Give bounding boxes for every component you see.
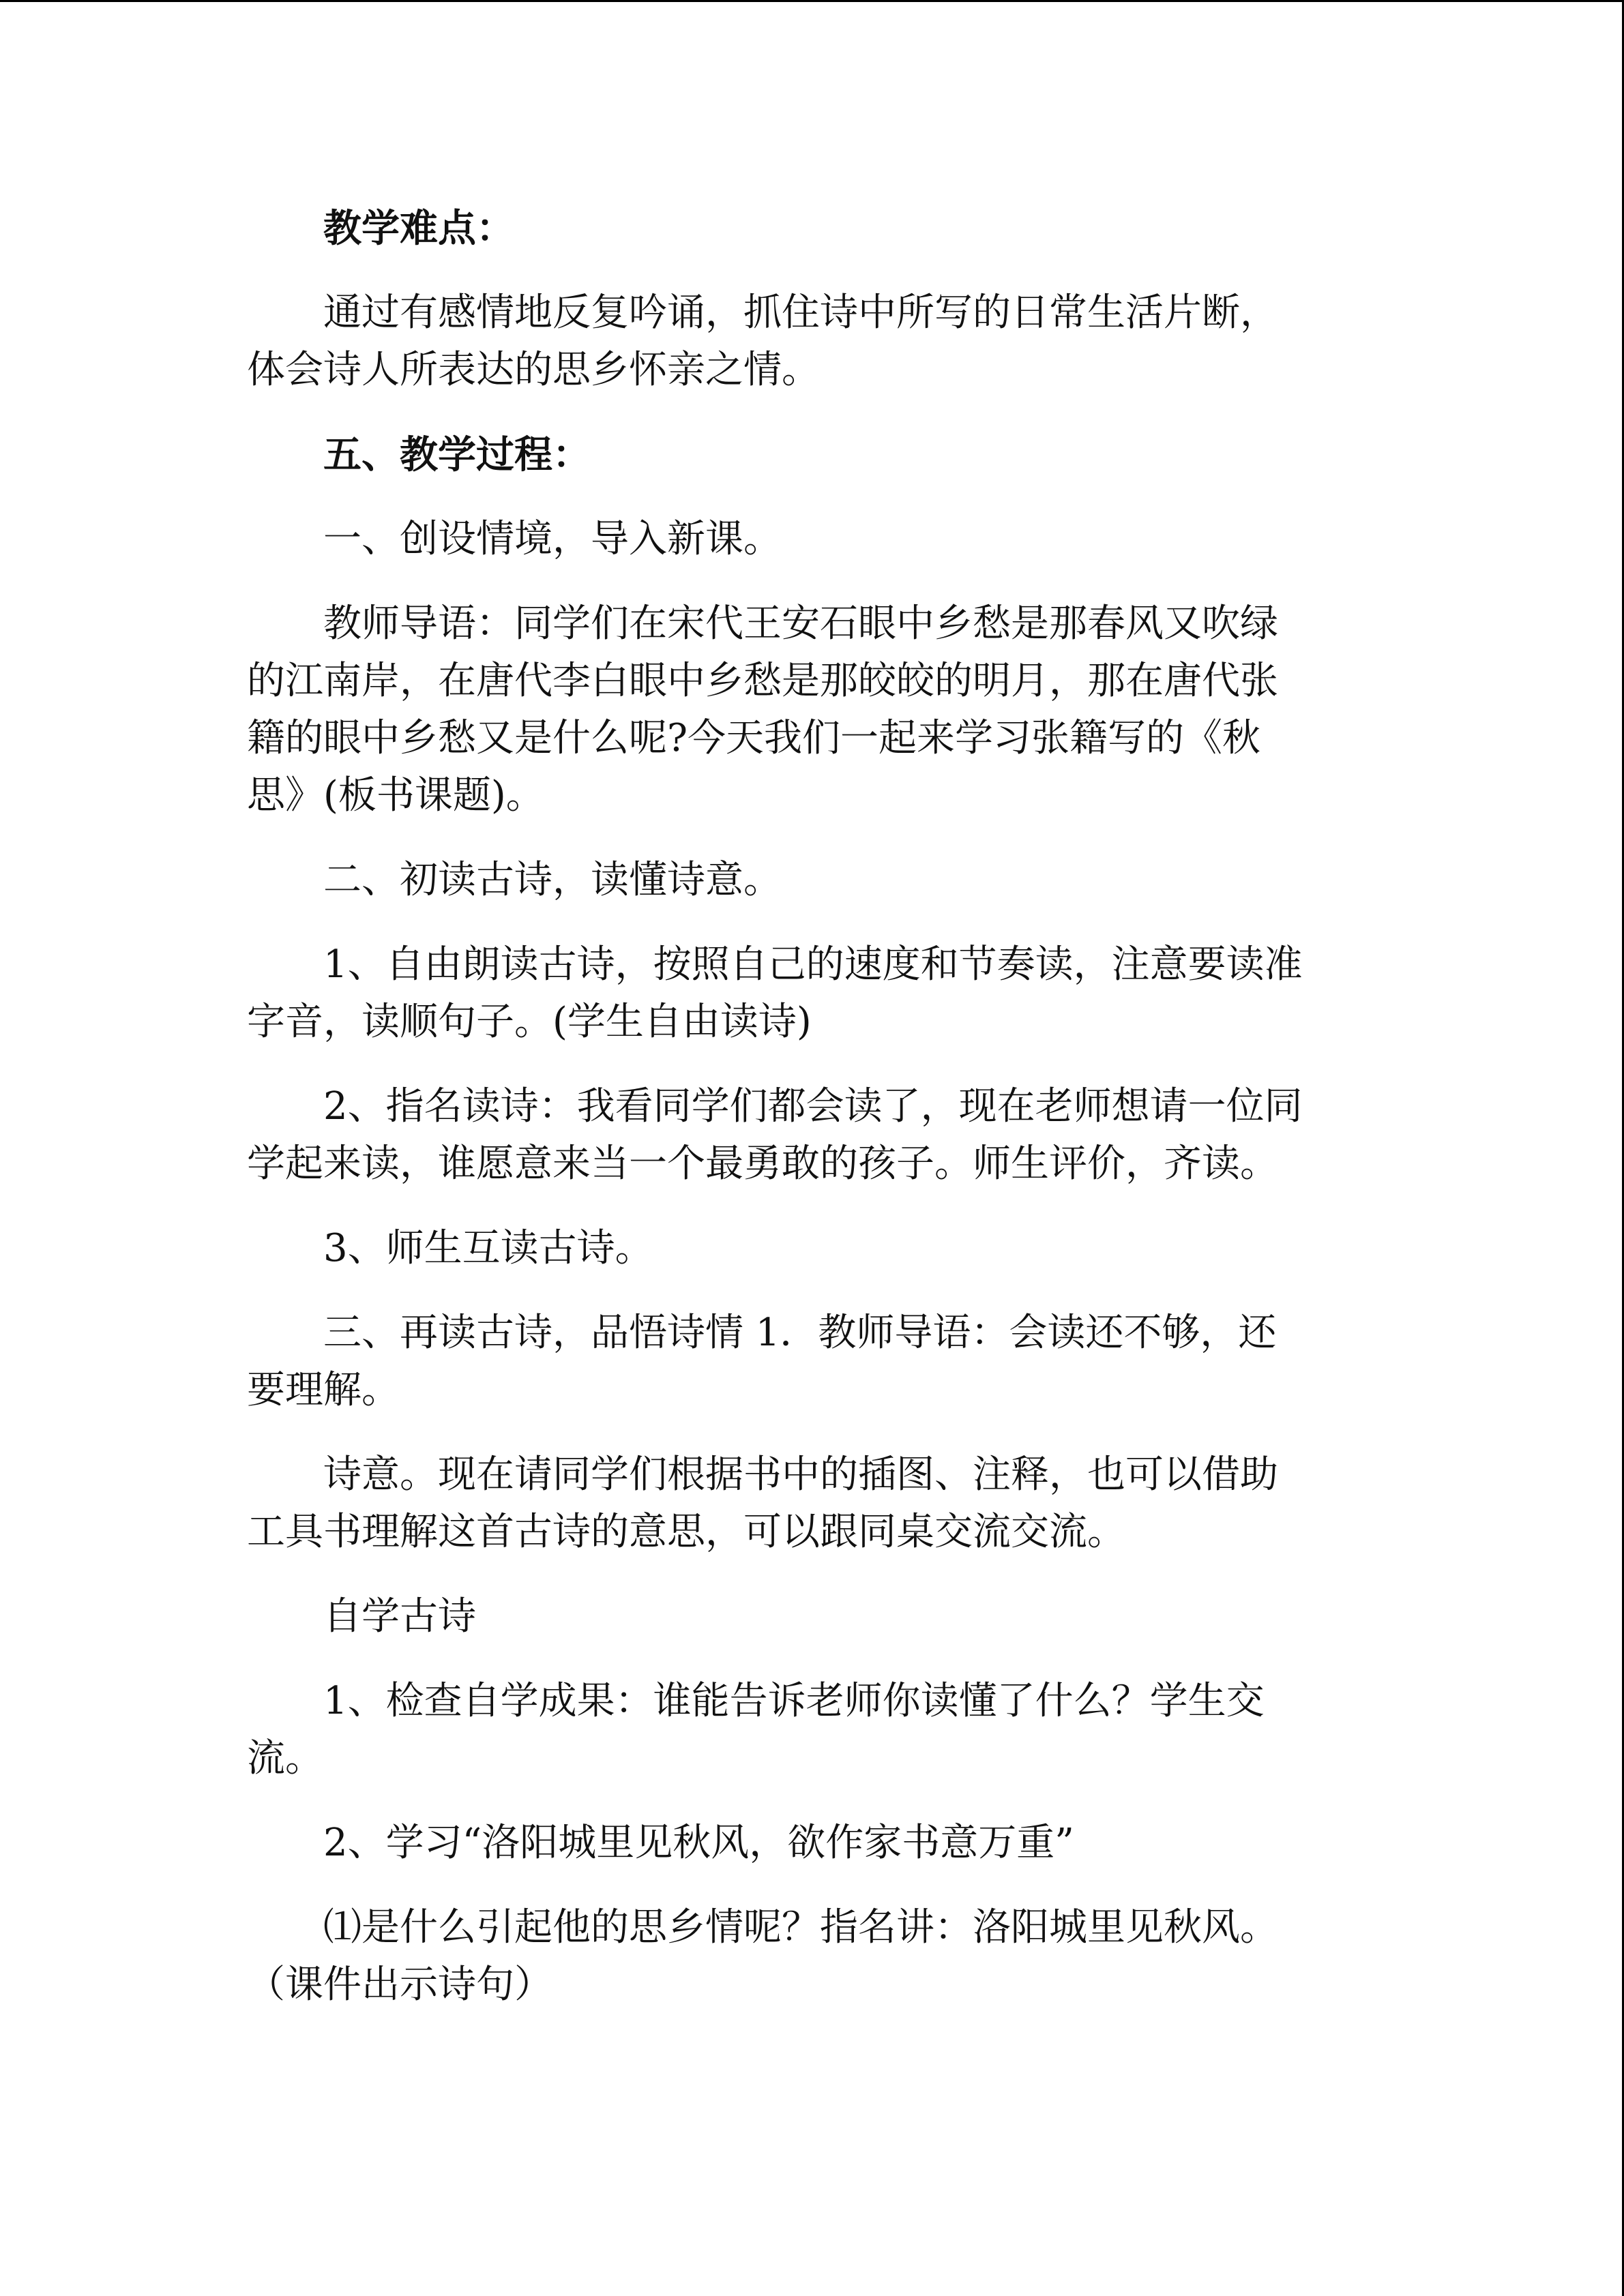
paragraph [247, 1673, 1379, 1787]
paragraph-line: 1、检查自学成果：谁能告诉老师你读懂了什么？学生交 [323, 1679, 1265, 1723]
section-heading [247, 426, 1379, 483]
document-body [247, 200, 1379, 2041]
paragraph-line: 五、教学过程： [323, 432, 591, 477]
paragraph [247, 1899, 1379, 2014]
section-heading [247, 200, 1379, 257]
paragraph [247, 1078, 1379, 1193]
paragraph-line: ⑴是什么引起他的思乡情呢？指名讲：洛阳城里见秋风。 [323, 1905, 1278, 1950]
paragraph-line: 诗意。现在请同学们根据书中的插图、注释，也可以借助 [323, 1452, 1278, 1497]
paragraph-line: 一、创设情境，导入新课。 [323, 517, 782, 561]
paragraph-line: 三、再读古诗，品悟诗情 1．教师导语：会读还不够，还 [323, 1311, 1277, 1355]
paragraph-line: （课件出示诗句） [247, 1963, 552, 2007]
paragraph [247, 1446, 1379, 1561]
paragraph-line: 2、指名读诗：我看同学们都会读了，现在老师想请一位同 [323, 1084, 1303, 1129]
paragraph-line: 2、学习“洛阳城里见秋风，欲作家书意万重” [323, 1821, 1074, 1865]
paragraph [247, 1220, 1379, 1277]
paragraph-line: 教学难点： [323, 206, 514, 251]
paragraph [247, 1815, 1379, 1872]
paragraph-line: 的江南岸，在唐代李白眼中乡愁是那皎皎的明月，那在唐代张 [247, 659, 1278, 703]
paragraph-line: 自学古诗 [323, 1594, 476, 1639]
paragraph [247, 936, 1379, 1051]
paragraph-line: 1、自由朗读古诗，按照自己的速度和节奏读，注意要读准 [323, 942, 1303, 987]
paragraph [247, 852, 1379, 909]
paragraph-line: 3、师生互读古诗。 [323, 1226, 653, 1270]
paragraph [247, 1588, 1379, 1645]
paragraph-line: 二、初读古诗，读懂诗意。 [323, 858, 782, 902]
paragraph-line: 要理解。 [247, 1368, 400, 1412]
paragraph [247, 1304, 1379, 1419]
paragraph [247, 284, 1379, 399]
paragraph [247, 511, 1379, 568]
paragraph-line: 工具书理解这首古诗的意思，可以跟同桌交流交流。 [247, 1510, 1125, 1554]
paragraph-line: 通过有感情地反复吟诵，抓住诗中所写的日常生活片断， [323, 290, 1278, 335]
paragraph-line: 思》(板书课题)。 [247, 773, 544, 818]
paragraph-line: 体会诗人所表达的思乡怀亲之情。 [247, 348, 820, 392]
paragraph-line: 流。 [247, 1736, 323, 1780]
paragraph [247, 595, 1379, 824]
paragraph-line: 字音，读顺句子。(学生自由读诗) [247, 1000, 812, 1044]
paragraph-line: 教师导语：同学们在宋代王安石眼中乡愁是那春风又吹绿 [323, 601, 1278, 646]
paragraph-line: 籍的眼中乡愁又是什么呢?今天我们一起来学习张籍写的《秋 [247, 716, 1261, 760]
paragraph-line: 学起来读，谁愿意来当一个最勇敢的孩子。师生评价，齐读。 [247, 1142, 1278, 1186]
